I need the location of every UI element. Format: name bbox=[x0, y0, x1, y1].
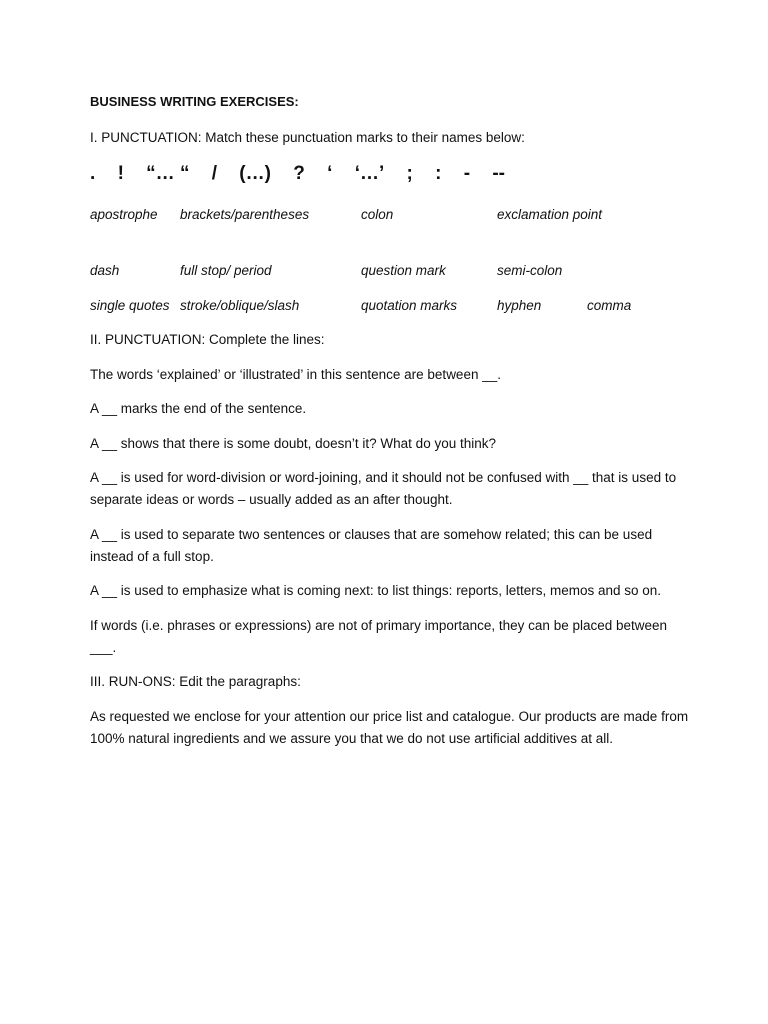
mark-semicolon: ; bbox=[406, 163, 413, 184]
mark-apostrophe: ‘ bbox=[327, 163, 333, 184]
mark-colon: : bbox=[435, 163, 442, 184]
name-quotation-marks: quotation marks bbox=[361, 298, 458, 313]
name-dash: dash bbox=[90, 263, 120, 278]
name-brackets: brackets/parentheses bbox=[180, 207, 310, 222]
mark-quotation: “… “ bbox=[146, 163, 190, 184]
section1-heading: I. PUNCTUATION: Match these punctuation marks to their names below: bbox=[90, 130, 525, 145]
name-exclamation-point: exclamation point bbox=[497, 207, 603, 222]
name-full-stop: full stop/ period bbox=[180, 263, 272, 278]
name-hyphen: hyphen bbox=[497, 298, 542, 313]
name-apostrophe: apostrophe bbox=[90, 207, 158, 222]
exercise-line-6: A __ is used to emphasize what is coming next: to list things: reports, letters, memos and so on. bbox=[90, 583, 662, 598]
page-title: BUSINESS WRITING EXERCISES: bbox=[90, 94, 299, 109]
name-single-quotes: single quotes bbox=[90, 298, 170, 313]
exercise-line-1: The words ‘explained’ or ‘illustrated’ in this sentence are between __. bbox=[90, 367, 501, 382]
mark-full-stop: . bbox=[90, 163, 96, 184]
mark-dash: -- bbox=[492, 163, 506, 184]
mark-single-quotes: ‘…’ bbox=[354, 163, 385, 184]
mark-slash: / bbox=[211, 163, 218, 184]
name-semi-colon: semi-colon bbox=[497, 263, 563, 278]
exercise-line-3: A __ shows that there is some doubt, doesn’t it? What do you think? bbox=[90, 436, 496, 451]
section3-heading: III. RUN-ONS: Edit the paragraphs: bbox=[90, 674, 301, 689]
name-colon: colon bbox=[361, 207, 394, 222]
exercise-line-5: A __ is used to separate two sentences or clauses that are somehow related; this can be used instead of a full stop. bbox=[90, 527, 653, 564]
name-slash: stroke/oblique/slash bbox=[180, 298, 300, 313]
exercise-line-2: A __ marks the end of the sentence. bbox=[90, 401, 307, 416]
punctuation-marks-row bbox=[90, 163, 522, 185]
mark-brackets: (…) bbox=[239, 163, 271, 184]
exercise-line-7: If words (i.e. phrases or expressions) are not of primary importance, they can be placed between ___. bbox=[90, 618, 668, 655]
name-comma: comma bbox=[587, 298, 632, 313]
section2-heading: II. PUNCTUATION: Complete the lines: bbox=[90, 332, 325, 347]
mark-question: ? bbox=[293, 163, 305, 184]
mark-exclamation: ! bbox=[117, 163, 124, 184]
run-on-paragraph: As requested we enclose for your attention our price list and catalogue. Our products are made from 100% natural ingredients and we assure you that we do not use artificial additives at all. bbox=[90, 709, 689, 746]
exercise-line-4: A __ is used for word-division or word-joining, and it should not be confused with __ that is used to separate ideas or words – usually added as an after thought. bbox=[90, 470, 677, 507]
name-question-mark: question mark bbox=[361, 263, 446, 278]
mark-hyphen: - bbox=[463, 163, 471, 184]
